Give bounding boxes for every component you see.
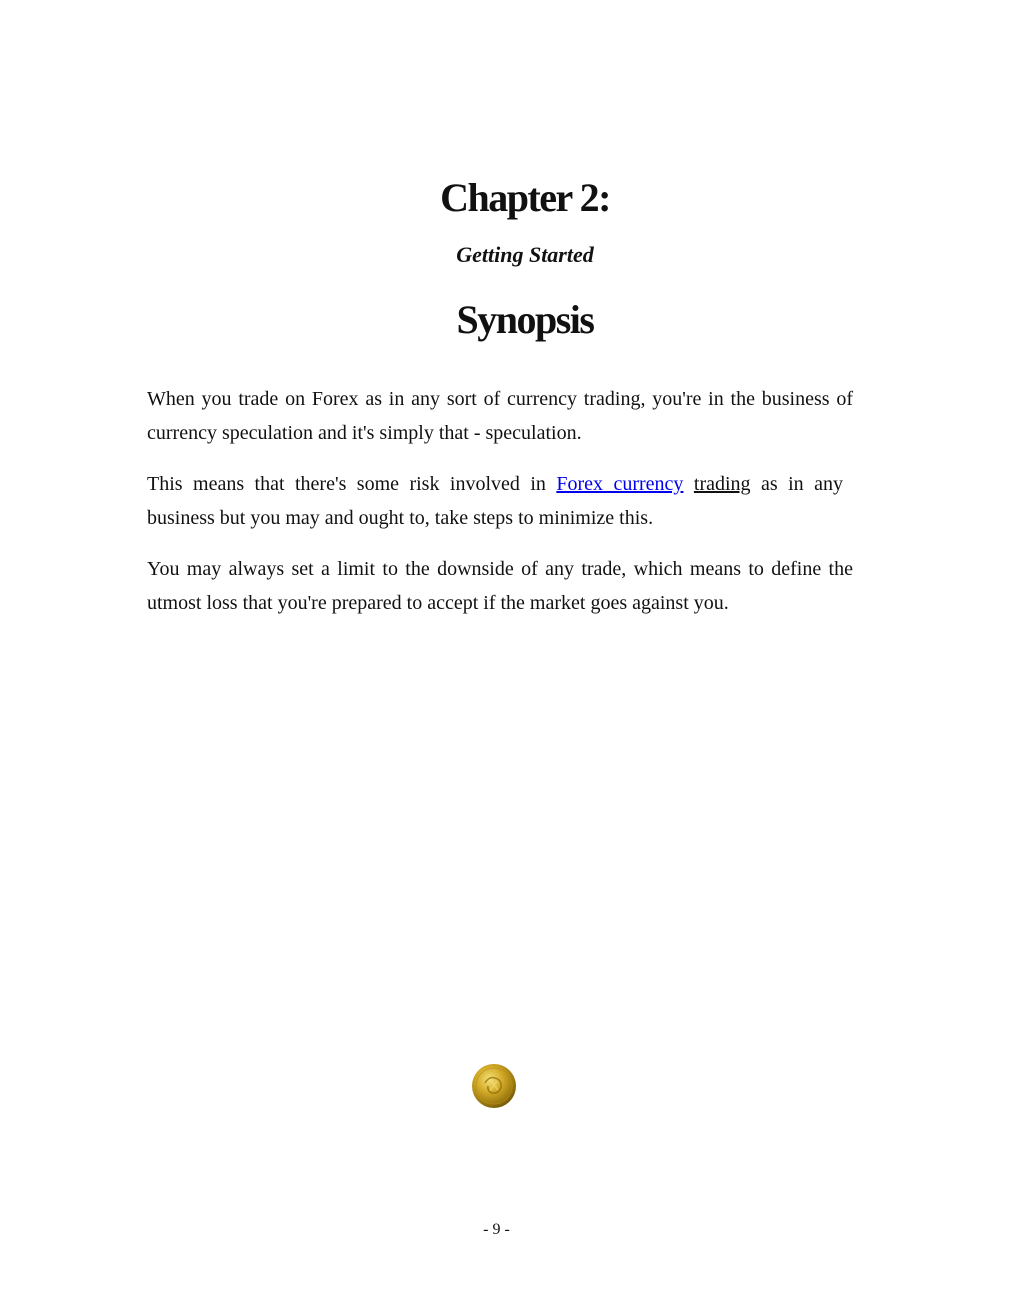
chapter-title: Chapter 2: (440, 175, 610, 220)
forex-currency-link[interactable]: Forex currency (556, 473, 684, 495)
trading-link[interactable]: trading (693, 473, 751, 495)
paragraph-1: When you trade on Forex as in any sort of currency trading, you're in the business of currency speculation and it's simply that - speculation. (147, 388, 853, 444)
paragraph-2-text-end: as in any business but you may and ought to, take steps to minimize this. (147, 473, 843, 529)
page-number: - 9 - (483, 1221, 510, 1238)
paragraph-2-text-start: This means that there's some risk involved in (147, 473, 557, 495)
section-heading: Synopsis (456, 297, 594, 342)
body-text (147, 382, 853, 637)
paragraph-2 (147, 467, 843, 535)
chapter-subtitle: Getting Started (456, 242, 594, 267)
paragraph-3: You may always set a limit to the downside of any trade, which means to define the utmost loss that you're prepared to accept if the market goes against you. (147, 558, 853, 614)
gold-coin-icon (471, 1063, 517, 1109)
